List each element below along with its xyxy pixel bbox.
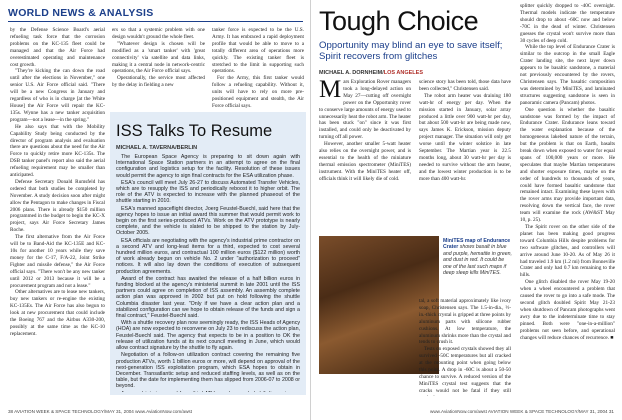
paragraph: He also says that with the Mobility Capability Study being conducted by the director of program analysis and evaluation there are questions about the need for the Air Force to quickly retire more KC-135s. The DSB tanker panel's report also said the aerial refueling requirement may be smaller than anticipated. [10,123,105,179]
drop-cap: M [319,79,342,103]
right-column-1 [319,79,411,229]
right-column-2 [419,79,511,229]
paragraph: Operationally, the service most affected by the delay in fielding a new [112,75,205,89]
caption-label: MiniTES map of Endurance Crater [443,238,511,251]
paragraph [319,79,411,141]
paragraph: "They're kicking the can down the road until after the elections in November," one senior U.S. Air Force official said. "There will be a new Congress in January and regardless of who is in charge [at the White House] the Air Force will repair the KC-135s. Wynne has a new tanker acquisition program—not a lease—in the spring." [10,68,105,123]
paragraph: ESA's manned spaceflight director, Joerg Feustel-Buechl, said here that the agency hopes to issue an initial award this summer that would permit work to begin on the first series-produced ATVs. Work on the ATV prototype is nearly complete, and the vehicle is slated to be shipped to the station by July-October 2005. [116,205,300,237]
left-page-footer: 38 AVIATION WEEK & SPACE TECHNOLOGY/MAY 31, 2004 www.AviationNow.com/awst [8,409,192,414]
article-title: Tough Choice [319,6,479,36]
paragraph: Other alternatives are to lease new tankers, buy new tankers or re-engine the existing KC-135Es. The Air Force has also begun to look at new procurement that could include the Boeing 767 and the Airbus A330-200, possibly at the same time as the KC-10 replacement. [10,289,105,337]
paragraph: One question is whether the basaltic sandstone was formed by the impact of Endurance Crater. Endurance leans toward the water explanation because of the homogeneous lakebed nature of the terrain, but the problem is that on Earth, basalts break down when exposed to water for equal spans of 100,000 years or more. He speculates that maybe Martian temperatures and shorter exposure times, maybe on the order of hundreds to thousands of years, could have formed basaltic sandstone that remained intact. Examining these layers with the rover arms may provide important data, resolving down the vertical face, the rover team will examine the rock (AW&ST May 10, p. 25). [520,106,615,224]
paragraph: Defense Secretary Donald Rumsfeld has ordered that both studies be completed by November. A study decision soon after might allow the Pentagon to make changes in Fiscal 2006 plans. There is already $150 million programmed in the budget to begin the KC-X project, says Air Force Secretary James Roche. [10,178,105,234]
paragraph: With a shuttle recovery plan now seemingly ready, the ISS Heads of Agency (HOA) are now expected to reconvene on July 23 to rediscuss the action plan, Feustel-Buechl said. The agency that expects to be in a position to OK the release of utilization funds at its next council meeting in June, which would allow contract signature by the shuttle to fly again. [116,320,300,352]
left-column-1 [10,27,105,397]
paragraph: tal, a soft material approximately like ivory soap, Christensen says. The 1.5-in-dia., ½-in.-thick crystal is gripped at three points by aluminum parts with silicone rubber cushions. At low temperature, the aluminum shrinks more than the crystal and tends to crush it. [419,298,511,346]
paragraph: Award of the contract has awaited the release of a half billion euros in funding blocked at the agency's ministerial summit in late 2001 until the ISS partners could agree on completion of ISS assembly. An assembly complete action plan was approved in 2002 but put on hold following the shuttle Columbia disaster last year. "Only if we have a clear action plan and a stabilized configuration can we hope to obtain release of the funds and sign a final contract," Feustel-Buechl said. [116,275,300,320]
lead-text: ars Exploration Rover managers took a long-delayed action on May 27—cutting off overnight power on the Opportunity rover to conserve large amounts of energy used to unnecessarily heat the robot arm. The heater has been stuck "on" since it was first installed, and could only be deactivated by turning off all power. [319,79,411,141]
paragraph: The Spirit rover on the other side of the planet has been making good progress toward Columbia Hills despite problems for two software glitches, and controllers will arrive around June 10-20. As of May 26 it had traveled 1.9 km (1.2 mi) from Bonneville Crater and only had 0.7 km remaining to the hills. [520,224,615,279]
paragraph: ers so that a systemic problem with one design wouldn't ground the whole fleet. [112,27,205,40]
caption-text: shows basalt in blue and purple, hematite in green, and dust in red. It could be one of the last such maps if deep sleep kills MiniTES. [443,244,512,277]
paragraph: The first alternative from the Air Force will be to Band-Aid the KC-135E and KC-10s for another 10 years while they save money for the C-17, F/A-22, Joint Strike Fighter and missile defense," the Air Force official says. "There won't be any new tanker until 2012 or 2013 because it will be a procurement program and not a lease." [10,234,105,289]
right-page-footer: www.AviationNow.com/awst AVIATION WEEK & SPACE TECHNOLOGY/MAY 31, 2004 31 [430,409,614,414]
paragraph: science story has been told, those data have been collected," Christensen said. [419,79,511,92]
photo-caption [443,238,513,276]
paragraph: The European Space Agency is preparing to sit down again with International Space Station partners in an attempt to agree on the final configuration and logistics setup for the facility. Resolution of these issues would permit the agency to sign final contracts for the ESA utilization phase. [116,154,300,179]
left-column-3 [212,27,304,111]
paragraph [116,391,300,392]
paragraph: "Whatever design is chosen will be modified as a 'smart tanker' with 'great connectivity' via satellite and data links, making it a central node in network-centric operations, the Air Force official says. [112,40,205,75]
paragraph: ESA officials are negotiating with the agency's industrial prime contractor on a second ATV and long-lead items for a third, expected to cost several hundred million euros, and contractual 100 million euros ($122 million) worth of work already begun on vehicle No. 2 under "authorization to proceed" notices. It will also lay down the conditions of execution of subsequent production agreements. [116,237,300,275]
byline-name: MICHAEL A. DORNHEIM/ [319,70,384,76]
section-header: WORLD NEWS & ANALYSIS [8,7,154,19]
paragraph: Tests on exposed crystals showed they all survived -50C temperatures but all cracked at the mounting point when going below this point. A drop in -60C is about a 50-50 chance to survive. A reduced version of the MiniTES crystal test suggests that the cracks would not be fatal if they still [419,346,511,394]
section-header-bar [8,3,303,22]
paragraph: However, another smaller 5-watt heater also relies on the overnight power, and is essential to the health of the miniature thermal emission spectrometer (MiniTES) instrument. With the MiniTES heater off, officials think it will likely die of cold. [319,141,411,182]
paragraph: Negotiation of a follow-on utilization contract covering the remaining five production ATVs, worth 1 billion euros or more, will depend on approval of the next-generation ISS exploitation program, which ESA hopes to obtain in December. Transatlantic setup and reduced staffing levels, as well as on the table, but the date for implementing them has slipped from 2006-07 to 2008 or beyond. [116,352,300,390]
paragraph: While the top level of Endurance Crater is similar to the outcrop in the small Eagle Crater landing site, the next layer down appears to be basaltic sandstone, a material not previously encountered by the rovers, Christensen says. The basaltic composition was determined by MiniTES, and laminated structures suggesting sandstone is seen in panoramic camera (Pancam) photos. [520,44,615,106]
paragraph: splitter quickly dropped to -40C overnight. Thermal models indicate the temperature should drop to about -60C now and below -70C in the dead of winter. Christensen guesses the crystal won't survive more than 30 cycles of deep cold. [520,3,615,44]
paragraph: One glitch disabled the rover May 19-20 when a wheel encountered a problem that caused the rover to go into a safe mode. The second glitch doubled Spirit May 21-23 when shutdown of Pancam photographs went awry due to the indeterminate time to stay pinned. Both were "one-in-a-million" problems not seen before, and operational changes will reduce chances of recurrence. ■ [520,279,615,341]
right-column-2-lower [419,298,511,396]
paragraph: by the Defense Science Board's aerial refueling task force that the corrosion problems on the KC-135 fleet could be managed and that the Air Force had overestimated operating and maintenance cost growth. [10,27,105,68]
right-page [311,0,622,420]
sidebar-byline: MICHAEL A. TAVERNA/BERLIN [116,145,198,151]
article-byline [319,70,423,76]
paragraph: tanker force is expected to be the U.S. Army. It has embraced a rapid deployment profile that would be able to move to a totally different area of operations more quickly. The existing tanker fleet is stretched to the limit in supporting such operations. [212,27,304,75]
article-deck: Opportunity may blind an eye to save itself; Spirit recovers from glitches [319,40,503,62]
left-column-2 [112,27,205,111]
paragraph: For the Army, this first tanker would follow a refueling capability. Without it, units will have to rely on more pre-positioned equipment and stealth, the Air Force official says. [212,75,304,109]
paragraph: ESA's council will meet July 26-27 to discuss Automated Transfer Vehicles, which are to resupply the ISS and periodically reboost it to higher orbit. The role of the ATV is expected to increase with the planned phaseout of the shuttle starting in 2010. [116,179,300,205]
sidebar-body [116,154,300,392]
sidebar-title: ISS Talks To Resume [116,122,273,140]
byline-location: LOS ANGELES [383,70,423,76]
right-column-3 [520,3,615,398]
paragraph: The robot arm heater was draining 180 watt-hr of energy per day. When the mission started in January, solar array produced a little over 900 watt-hr per day, but about 500 watt-hr are being made now, says James K. Erickson, mission deputy project manager. The situation will only get worse until the winter solstice in late September. The Martian year is 22.5 months long, about 30 watt-hr per day is needed to survive without the arm heater, and the lowest winter production is to be more than 400 watt-hr. [419,92,511,182]
iss-sidebar-box [110,112,306,395]
